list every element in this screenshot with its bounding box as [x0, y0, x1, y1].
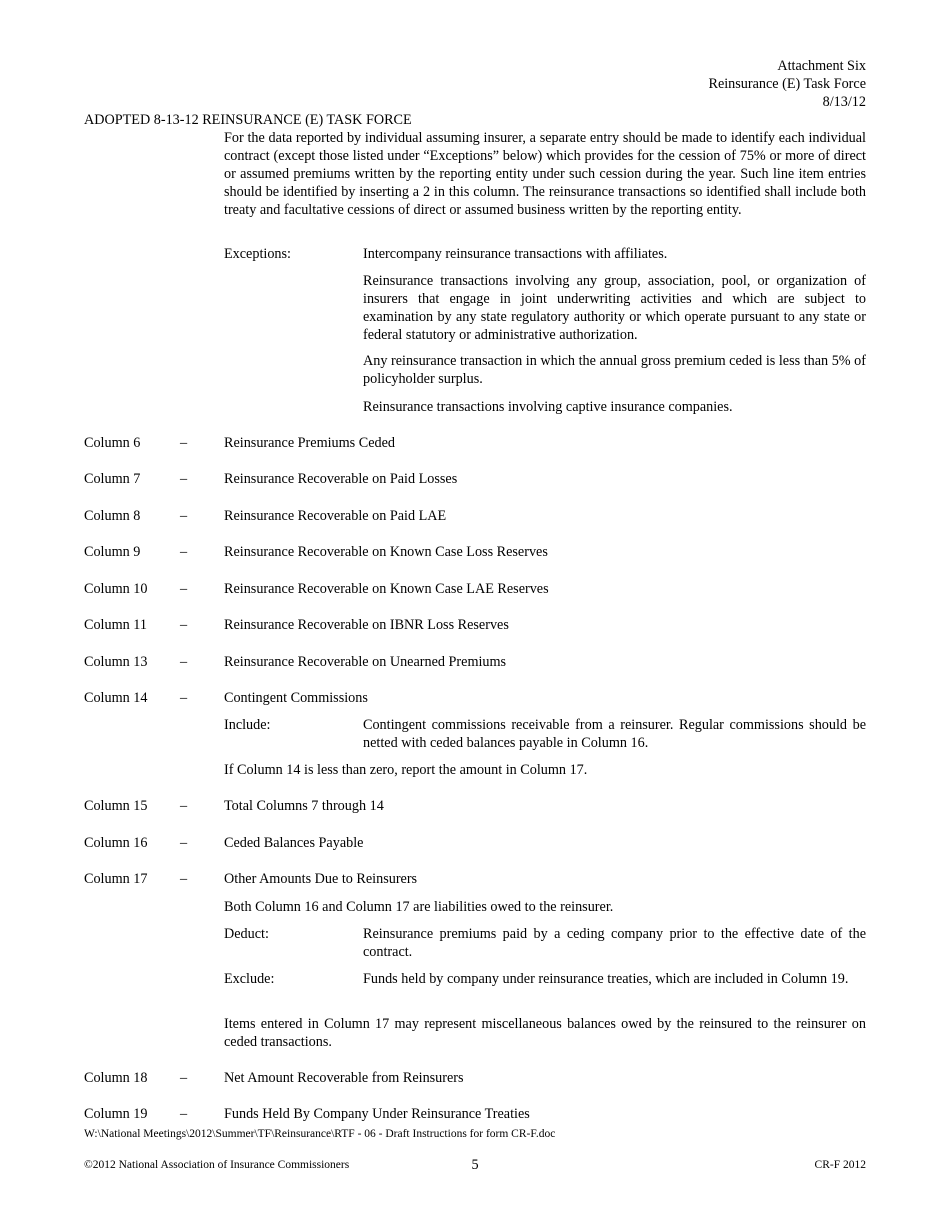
header-date: 8/13/12: [822, 94, 866, 110]
dash: –: [180, 508, 188, 524]
column-label: Column 11: [84, 617, 147, 633]
dash: –: [180, 690, 188, 706]
header-task-force: Reinsurance (E) Task Force: [708, 76, 866, 92]
column-title: Ceded Balances Payable: [224, 835, 364, 851]
column-title: Reinsurance Recoverable on Paid LAE: [224, 508, 447, 524]
column-title: Funds Held By Company Under Reinsurance Treaties: [224, 1106, 530, 1122]
exclude-label: Exclude:: [224, 971, 275, 987]
column-title: Total Columns 7 through 14: [224, 798, 384, 814]
dash: –: [180, 1106, 188, 1122]
column-label: Column 10: [84, 581, 148, 597]
column-title: Contingent Commissions: [224, 690, 368, 706]
column-label: Column 7: [84, 471, 141, 487]
column-14-note: If Column 14 is less than zero, report the amount in Column 17.: [224, 762, 588, 778]
column-label: Column 15: [84, 798, 148, 814]
intro-paragraph: For the data reported by individual assuming insurer, a separate entry should be made to identify each individual contract (except those listed under “Exceptions” below) which provides for the cession of 75% or more of direct or assumed premiums written by the reporting entity under such cession during the year. Such line item entries should be identified by inserting a 2 in this column. The reinsurance transactions so identified shall include both treaty and facultative cessions of direct or assumed business written by the reporting entity.: [224, 130, 866, 218]
exception-item: Any reinsurance transaction in which the annual gross premium ceded is less than 5% of policyholder surplus.: [363, 353, 866, 387]
column-title: Reinsurance Recoverable on Paid Losses: [224, 471, 458, 487]
dash: –: [180, 471, 188, 487]
column-title: Reinsurance Recoverable on Known Case LAE Reserves: [224, 581, 549, 597]
include-label: Include:: [224, 717, 271, 733]
dash: –: [180, 654, 188, 670]
page-number: 5: [471, 1157, 479, 1173]
dash: –: [180, 798, 188, 814]
dash: –: [180, 544, 188, 560]
dash: –: [180, 617, 188, 633]
column-label: Column 9: [84, 544, 141, 560]
column-title: Reinsurance Premiums Ceded: [224, 435, 395, 451]
column-label: Column 19: [84, 1106, 148, 1122]
column-title: Other Amounts Due to Reinsurers: [224, 871, 418, 887]
column-17-note: Both Column 16 and Column 17 are liabilities owed to the reinsurer.: [224, 899, 614, 915]
column-title: Reinsurance Recoverable on Known Case Loss Reserves: [224, 544, 548, 560]
column-label: Column 13: [84, 654, 148, 670]
exception-item: Intercompany reinsurance transactions with affiliates.: [363, 246, 668, 262]
column-label: Column 16: [84, 835, 148, 851]
exclude-text: Funds held by company under reinsurance treaties, which are included in Column 19.: [363, 971, 849, 987]
dash: –: [180, 871, 188, 887]
dash: –: [180, 581, 188, 597]
exception-item: Reinsurance transactions involving any group, association, pool, or organization of insurers that engage in joint underwriting activities and which are subject to examination by any state regulatory authority or which operate pursuant to any state or federal statutory or administrative authorization.: [363, 273, 866, 343]
column-label: Column 8: [84, 508, 141, 524]
column-17-items-note: Items entered in Column 17 may represent miscellaneous balances owed by the reinsured to the reinsurer on ceded transactions.: [224, 1016, 866, 1050]
column-label: Column 14: [84, 690, 148, 706]
include-text: Contingent commissions receivable from a reinsurer. Regular commissions should be netted with ceded balances payable in Column 16.: [363, 717, 866, 751]
exceptions-label: Exceptions:: [224, 246, 291, 262]
exception-item: Reinsurance transactions involving captive insurance companies.: [363, 399, 733, 415]
footer-file-path: W:\National Meetings\2012\Summer\TF\Reinsurance\RTF - 06 - Draft Instructions for form CR-F.doc: [84, 1128, 556, 1140]
dash: –: [180, 835, 188, 851]
column-title: Reinsurance Recoverable on Unearned Premiums: [224, 654, 507, 670]
adopted-title: ADOPTED 8-13-12 REINSURANCE (E) TASK FORCE: [84, 112, 412, 128]
column-label: Column 17: [84, 871, 148, 887]
dash: –: [180, 435, 188, 451]
header-attachment: Attachment Six: [777, 58, 866, 74]
column-label: Column 6: [84, 435, 141, 451]
column-title: Net Amount Recoverable from Reinsurers: [224, 1070, 464, 1086]
footer-copyright: ©2012 National Association of Insurance Commissioners: [84, 1159, 350, 1171]
deduct-label: Deduct:: [224, 926, 269, 942]
column-label: Column 18: [84, 1070, 148, 1086]
column-title: Reinsurance Recoverable on IBNR Loss Reserves: [224, 617, 509, 633]
dash: –: [180, 1070, 188, 1086]
footer-form-id: CR-F 2012: [814, 1159, 866, 1171]
deduct-text: Reinsurance premiums paid by a ceding company prior to the effective date of the contract.: [363, 926, 866, 960]
